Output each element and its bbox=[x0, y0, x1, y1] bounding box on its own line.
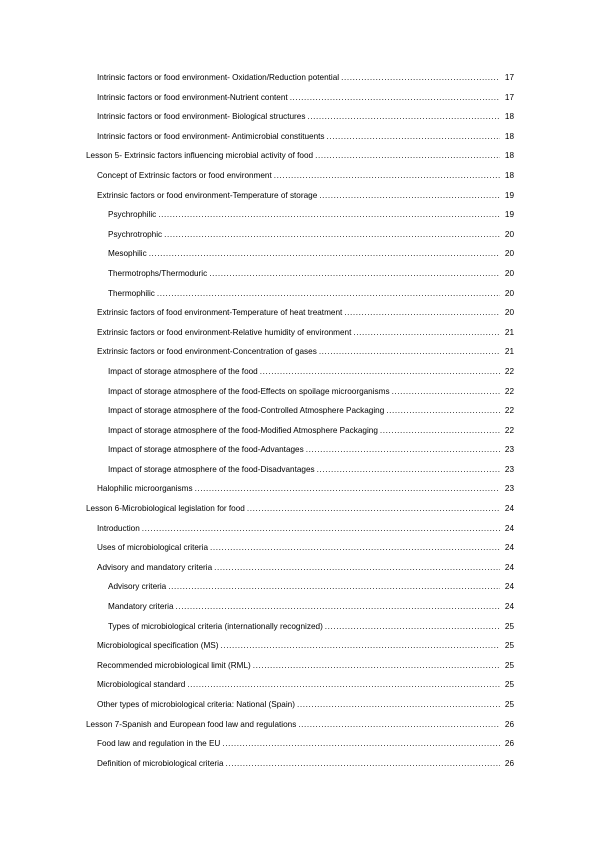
toc-entry[interactable] bbox=[0, 558, 599, 578]
toc-page-number: 18 bbox=[504, 112, 514, 122]
toc-dot-leader bbox=[157, 284, 500, 304]
toc-entry-title: Psychrophilic bbox=[108, 210, 157, 220]
toc-dot-leader bbox=[142, 519, 500, 539]
toc-page-number: 20 bbox=[504, 249, 514, 259]
table-of-contents bbox=[0, 68, 599, 773]
toc-entry[interactable] bbox=[0, 284, 599, 304]
toc-page-number: 25 bbox=[504, 621, 514, 631]
toc-page-number: 17 bbox=[504, 92, 514, 102]
toc-dot-leader bbox=[341, 68, 500, 88]
toc-dot-leader bbox=[319, 186, 500, 206]
toc-entry-title: Other types of microbiological criteria: National (Spain) bbox=[97, 700, 295, 709]
toc-page-number: 24 bbox=[504, 504, 514, 514]
toc-entry[interactable] bbox=[0, 656, 599, 676]
toc-entry[interactable] bbox=[0, 754, 599, 774]
toc-entry-title: Lesson 5- Extrinsic factors influencing microbial activity of food bbox=[86, 151, 314, 161]
toc-entry-title: Mesophilic bbox=[108, 249, 147, 259]
toc-dot-leader bbox=[297, 695, 500, 715]
toc-entry[interactable] bbox=[0, 715, 599, 735]
toc-entry-title: Impact of storage atmosphere of the food-Disadvantages bbox=[108, 464, 315, 474]
toc-dot-leader bbox=[386, 401, 500, 421]
toc-entry-title: Extrinsic factors of food environment-Temperature of heat treatment bbox=[97, 308, 343, 318]
toc-entry[interactable] bbox=[0, 617, 599, 637]
toc-dot-leader bbox=[380, 421, 500, 441]
toc-dot-leader bbox=[222, 734, 500, 754]
toc-entry-title: Impact of storage atmosphere of the food-Effects on spoilage microorganisms bbox=[108, 386, 390, 396]
toc-entry[interactable] bbox=[0, 107, 599, 127]
toc-page-number: 20 bbox=[504, 229, 514, 239]
toc-dot-leader bbox=[195, 479, 500, 499]
toc-entry[interactable] bbox=[0, 401, 599, 421]
toc-entry[interactable] bbox=[0, 186, 599, 206]
toc-dot-leader bbox=[325, 617, 500, 637]
toc-entry[interactable] bbox=[0, 675, 599, 695]
toc-page-number: 19 bbox=[504, 190, 514, 200]
toc-page-number: 26 bbox=[504, 758, 514, 768]
toc-entry-title: Thermophilic bbox=[108, 288, 155, 298]
toc-entry-title: Types of microbiological criteria (internationally recognized) bbox=[108, 621, 323, 631]
toc-dot-leader bbox=[247, 499, 500, 519]
toc-entry-title: Impact of storage atmosphere of the food bbox=[108, 366, 258, 376]
toc-entry-title: Mandatory criteria bbox=[108, 602, 174, 612]
toc-dot-leader bbox=[187, 675, 500, 695]
toc-entry-title: Extrinsic factors or food environment-Concentration of gases bbox=[97, 347, 317, 357]
toc-dot-leader bbox=[253, 656, 500, 676]
toc-entry[interactable] bbox=[0, 303, 599, 323]
toc-page-number: 19 bbox=[504, 210, 514, 220]
toc-entry[interactable] bbox=[0, 597, 599, 617]
toc-page-number: 25 bbox=[504, 641, 514, 651]
toc-page-number: 20 bbox=[504, 268, 514, 278]
toc-page-number: 20 bbox=[504, 308, 514, 318]
toc-page-number: 20 bbox=[504, 288, 514, 298]
toc-entry-title: Psychrotrophic bbox=[108, 229, 163, 239]
toc-dot-leader bbox=[290, 88, 500, 108]
toc-page-number: 26 bbox=[504, 719, 514, 729]
toc-entry-title: Intrinsic factors or food environment- Oxidation/Reduction potential bbox=[97, 73, 340, 82]
toc-dot-leader bbox=[149, 244, 500, 264]
toc-entry-title: Intrinsic factors or food environment- Biological structures bbox=[97, 112, 306, 122]
toc-entry-title: Intrinsic factors or food environment- Antimicrobial constituents bbox=[97, 131, 325, 141]
toc-dot-leader bbox=[392, 382, 500, 402]
toc-entry[interactable] bbox=[0, 460, 599, 480]
toc-entry-title: Introduction bbox=[97, 523, 140, 533]
toc-entry[interactable] bbox=[0, 205, 599, 225]
toc-page-number: 24 bbox=[504, 543, 514, 553]
toc-entry-title: Intrinsic factors or food environment-Nutrient content bbox=[97, 92, 288, 102]
toc-dot-leader bbox=[209, 264, 500, 284]
toc-entry-title: Recommended microbiological limit (RML) bbox=[97, 660, 251, 670]
toc-page-number: 25 bbox=[504, 680, 514, 690]
toc-entry-title: Impact of storage atmosphere of the food-Controlled Atmosphere Packaging bbox=[108, 406, 385, 416]
toc-entry-title: Extrinsic factors or food environment-Relative humidity of environment bbox=[97, 327, 352, 337]
toc-entry[interactable] bbox=[0, 734, 599, 754]
toc-page-number: 18 bbox=[504, 131, 514, 141]
toc-dot-leader bbox=[298, 715, 500, 735]
toc-page-number: 18 bbox=[504, 151, 514, 161]
toc-dot-leader bbox=[214, 558, 500, 578]
toc-entry-title: Lesson 6-Microbiological legislation for food bbox=[86, 504, 245, 514]
toc-page-number: 23 bbox=[504, 445, 514, 455]
toc-entry[interactable] bbox=[0, 244, 599, 264]
toc-entry[interactable] bbox=[0, 382, 599, 402]
toc-dot-leader bbox=[260, 362, 500, 382]
toc-entry-title: Thermotrophs/Thermoduric bbox=[108, 268, 208, 278]
toc-page-number: 21 bbox=[504, 347, 514, 357]
toc-page-number: 17 bbox=[504, 73, 514, 82]
toc-entry[interactable] bbox=[0, 695, 599, 715]
toc-entry[interactable] bbox=[0, 421, 599, 441]
toc-dot-leader bbox=[315, 146, 500, 166]
toc-dot-leader bbox=[221, 636, 501, 656]
toc-entry[interactable] bbox=[0, 323, 599, 343]
toc-entry-title: Impact of storage atmosphere of the food-Advantages bbox=[108, 445, 304, 455]
toc-page-number: 26 bbox=[504, 739, 514, 749]
toc-entry[interactable] bbox=[0, 342, 599, 362]
toc-dot-leader bbox=[319, 342, 500, 362]
toc-entry-title: Lesson 7-Spanish and European food law and regulations bbox=[86, 719, 297, 729]
toc-entry-title: Concept of Extrinsic factors or food environment bbox=[97, 170, 272, 180]
toc-page-number: 23 bbox=[504, 484, 514, 494]
toc-entry-title: Impact of storage atmosphere of the food-Modified Atmosphere Packaging bbox=[108, 425, 378, 435]
toc-dot-leader bbox=[210, 538, 500, 558]
toc-entry[interactable] bbox=[0, 362, 599, 382]
toc-page-number: 22 bbox=[504, 406, 514, 416]
toc-entry[interactable] bbox=[0, 225, 599, 245]
toc-entry[interactable] bbox=[0, 577, 599, 597]
toc-page-number: 22 bbox=[504, 425, 514, 435]
toc-dot-leader bbox=[306, 440, 500, 460]
toc-dot-leader bbox=[344, 303, 500, 323]
toc-entry-title: Advisory criteria bbox=[108, 582, 167, 592]
toc-dot-leader bbox=[164, 225, 500, 245]
toc-entry-title: Food law and regulation in the EU bbox=[97, 739, 221, 749]
toc-entry[interactable] bbox=[0, 127, 599, 147]
toc-dot-leader bbox=[226, 754, 500, 774]
toc-entry[interactable] bbox=[0, 440, 599, 460]
toc-entry[interactable] bbox=[0, 146, 599, 166]
toc-entry[interactable] bbox=[0, 88, 599, 108]
toc-entry-title: Definition of microbiological criteria bbox=[97, 758, 224, 768]
toc-page-number: 18 bbox=[504, 170, 514, 180]
toc-dot-leader bbox=[327, 127, 500, 147]
toc-entry[interactable] bbox=[0, 519, 599, 539]
toc-page-number: 24 bbox=[504, 602, 514, 612]
toc-entry[interactable] bbox=[0, 479, 599, 499]
toc-page-number: 24 bbox=[504, 582, 514, 592]
toc-entry-title: Uses of microbiological criteria bbox=[97, 543, 209, 553]
toc-entry-title: Advisory and mandatory criteria bbox=[97, 562, 213, 572]
toc-entry[interactable] bbox=[0, 264, 599, 284]
toc-dot-leader bbox=[307, 107, 500, 127]
toc-entry-title: Microbiological standard bbox=[97, 680, 186, 690]
toc-page-number: 22 bbox=[504, 366, 514, 376]
toc-page-number: 25 bbox=[504, 700, 514, 709]
toc-page-number: 25 bbox=[504, 660, 514, 670]
toc-dot-leader bbox=[353, 323, 500, 343]
toc-entry[interactable] bbox=[0, 538, 599, 558]
toc-entry[interactable] bbox=[0, 636, 599, 656]
toc-entry[interactable] bbox=[0, 499, 599, 519]
toc-entry[interactable] bbox=[0, 68, 599, 88]
toc-entry-title: Halophilic microorganisms bbox=[97, 484, 193, 494]
toc-page-number: 24 bbox=[504, 562, 514, 572]
toc-dot-leader bbox=[274, 166, 500, 186]
toc-page-number: 23 bbox=[504, 464, 514, 474]
toc-page-number: 24 bbox=[504, 523, 514, 533]
toc-dot-leader bbox=[158, 205, 500, 225]
toc-dot-leader bbox=[176, 597, 500, 617]
toc-entry-title: Extrinsic factors or food environment-Temperature of storage bbox=[97, 190, 318, 200]
toc-page-number: 21 bbox=[504, 327, 514, 337]
toc-entry[interactable] bbox=[0, 166, 599, 186]
toc-dot-leader bbox=[317, 460, 500, 480]
toc-entry-title: Microbiological specification (MS) bbox=[97, 641, 219, 651]
toc-dot-leader bbox=[168, 577, 500, 597]
toc-page-number: 22 bbox=[504, 386, 514, 396]
